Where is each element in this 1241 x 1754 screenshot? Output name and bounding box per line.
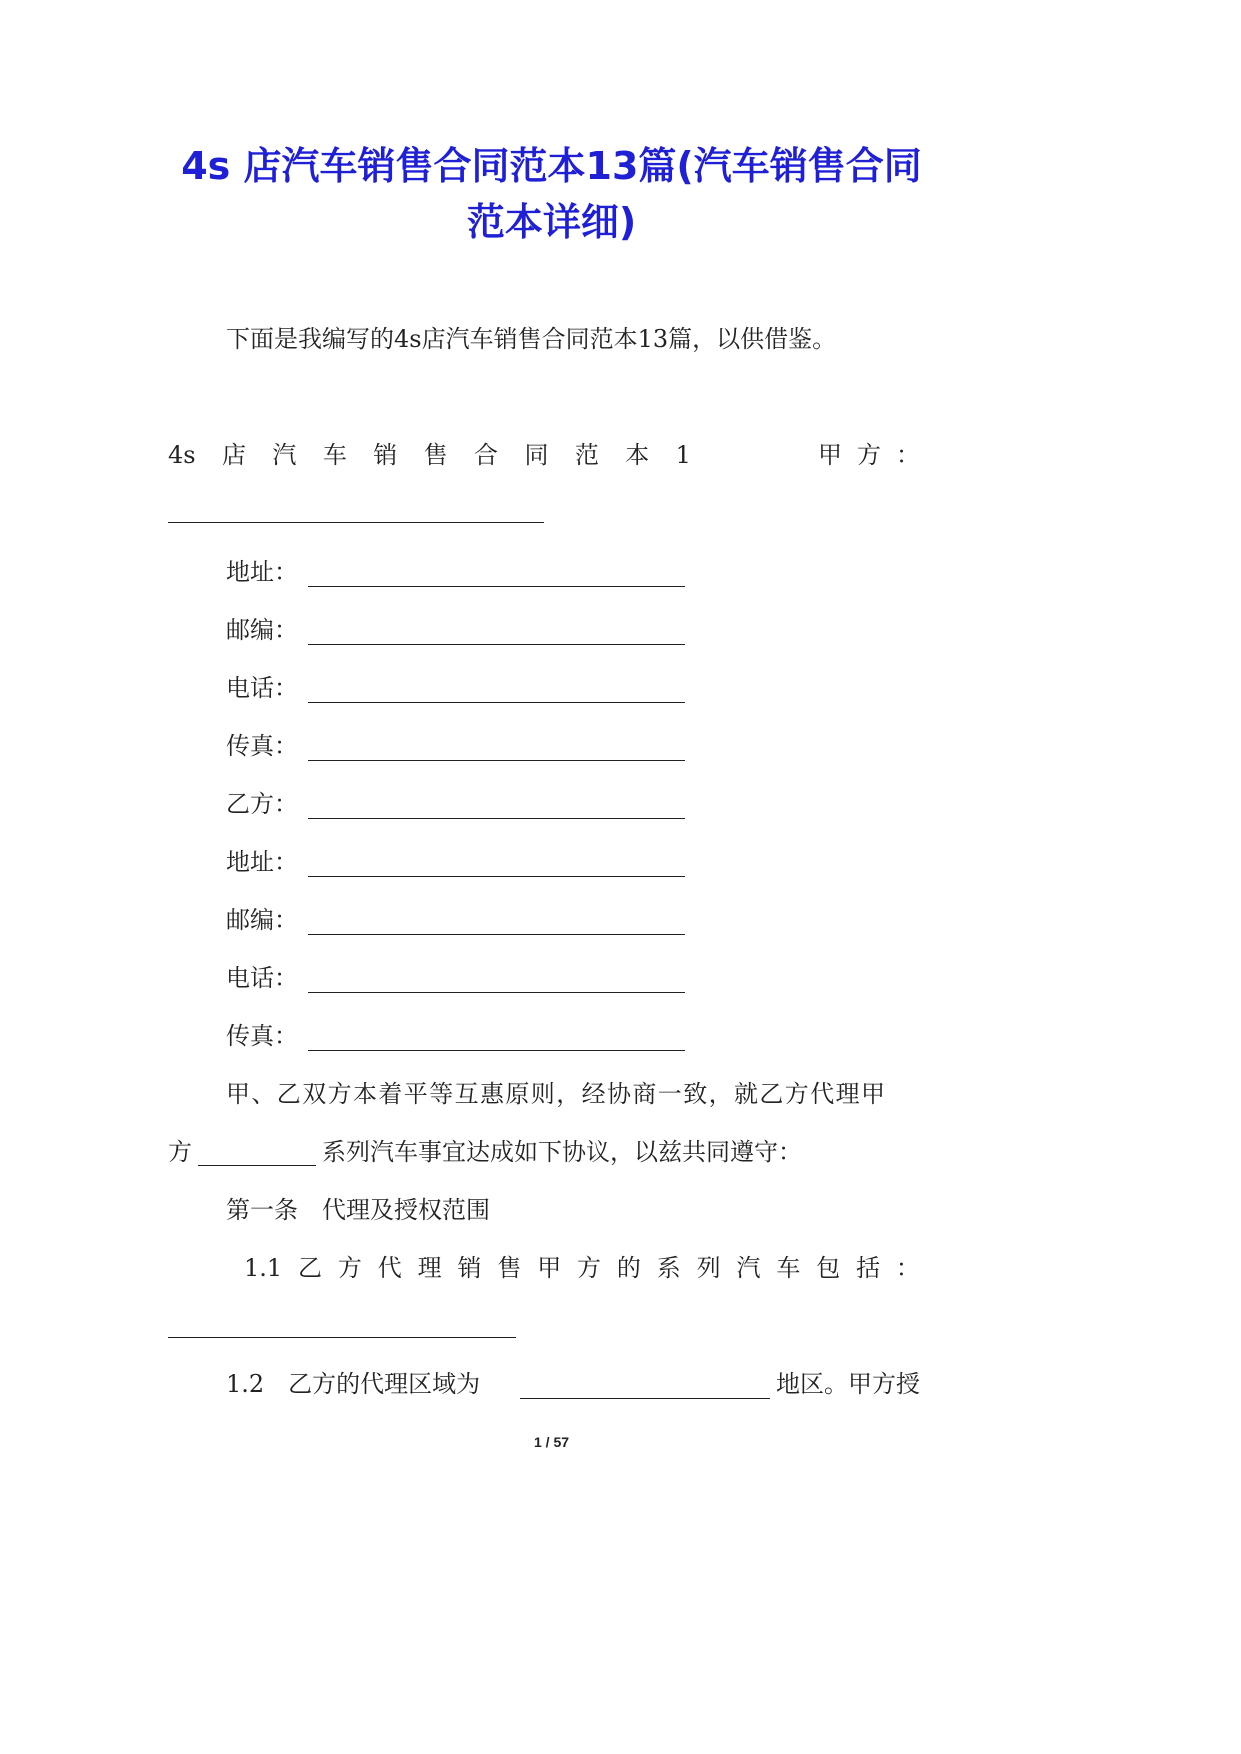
spread-char: ：	[895, 1254, 920, 1282]
field-label: 电话：	[226, 964, 298, 992]
spread-char: 代	[377, 1254, 402, 1282]
spread-char: 售	[497, 1254, 522, 1282]
spread-char: 理	[417, 1254, 442, 1282]
party-a-label	[818, 438, 920, 472]
spread-char: 同	[524, 441, 549, 469]
document-title-line-2: 范本详细)	[466, 200, 637, 244]
spread-char: 1.1	[244, 1254, 283, 1282]
field-label: 传真：	[226, 732, 298, 760]
blank-line	[308, 876, 685, 877]
field-label: 电话：	[226, 674, 298, 702]
spread-char: 车	[322, 441, 347, 469]
section-1-heading	[168, 438, 691, 472]
spread-char: 汽	[736, 1254, 761, 1282]
spread-char: 括	[856, 1254, 881, 1282]
spread-char: 本	[625, 441, 650, 469]
field-label: 地址：	[226, 848, 298, 876]
field-label: 邮编：	[226, 906, 298, 934]
blank-line	[308, 644, 685, 645]
spread-char: ：	[896, 441, 920, 469]
field-label: 传真：	[226, 1022, 298, 1050]
spread-char: 合	[474, 441, 499, 469]
intro-paragraph: 下面是我编写的4s店汽车销售合同范本13篇，以供借鉴。	[226, 325, 837, 353]
article-1-heading: 第一条 代理及授权范围	[226, 1196, 490, 1224]
agreement-paragraph-line-1: 甲、乙双方本着平等互惠原则，经协商一致，就乙方代理甲	[226, 1080, 887, 1108]
agreement-paragraph-line-2-end: 系列汽车事宜达成如下协议，以兹共同遵守：	[322, 1138, 802, 1166]
spread-char: 方	[577, 1254, 602, 1282]
spread-char: 店	[222, 441, 246, 469]
spread-char: 包	[816, 1254, 841, 1282]
blank-line	[308, 1050, 685, 1051]
spread-char: 甲	[537, 1254, 562, 1282]
field-label: 乙方：	[226, 790, 298, 818]
region-blank-line	[520, 1398, 770, 1399]
spread-char: 的	[616, 1254, 641, 1282]
spread-char: 车	[776, 1254, 801, 1282]
field-label: 邮编：	[226, 616, 298, 644]
blank-line	[308, 992, 685, 993]
spread-char: 列	[696, 1254, 721, 1282]
clause-1-1	[244, 1251, 920, 1285]
product-series-blank-line	[198, 1165, 316, 1166]
spread-char: 汽	[272, 441, 297, 469]
spread-char: 甲	[818, 441, 842, 469]
blank-line	[308, 760, 685, 761]
spread-char: 范	[574, 441, 599, 469]
spread-char: 1	[675, 441, 691, 469]
spread-char: 售	[423, 441, 448, 469]
clause-1-2-start: 1.2 乙方的代理区域为	[226, 1370, 481, 1398]
document-title-line-1: 4s 店汽车销售合同范本13篇(汽车销售合同	[181, 144, 922, 188]
spread-char: 乙	[298, 1254, 323, 1282]
spread-char: 销	[373, 441, 398, 469]
spread-char: 方	[857, 441, 881, 469]
field-label: 地址：	[226, 558, 298, 586]
blank-line	[308, 702, 685, 703]
blank-line	[308, 934, 685, 935]
spread-char: 方	[337, 1254, 362, 1282]
spread-char: 销	[457, 1254, 482, 1282]
clause-1-1-blank-line	[168, 1337, 516, 1338]
blank-line	[308, 586, 685, 587]
clause-1-2-end: 地区。甲方授	[776, 1370, 920, 1398]
agreement-paragraph-line-2-start: 方	[168, 1138, 192, 1166]
blank-line	[308, 818, 685, 819]
page-number: 1 / 57	[533, 1434, 570, 1450]
party-a-blank-line	[168, 522, 544, 523]
spread-char: 系	[656, 1254, 681, 1282]
spread-char: 4s	[168, 441, 196, 469]
